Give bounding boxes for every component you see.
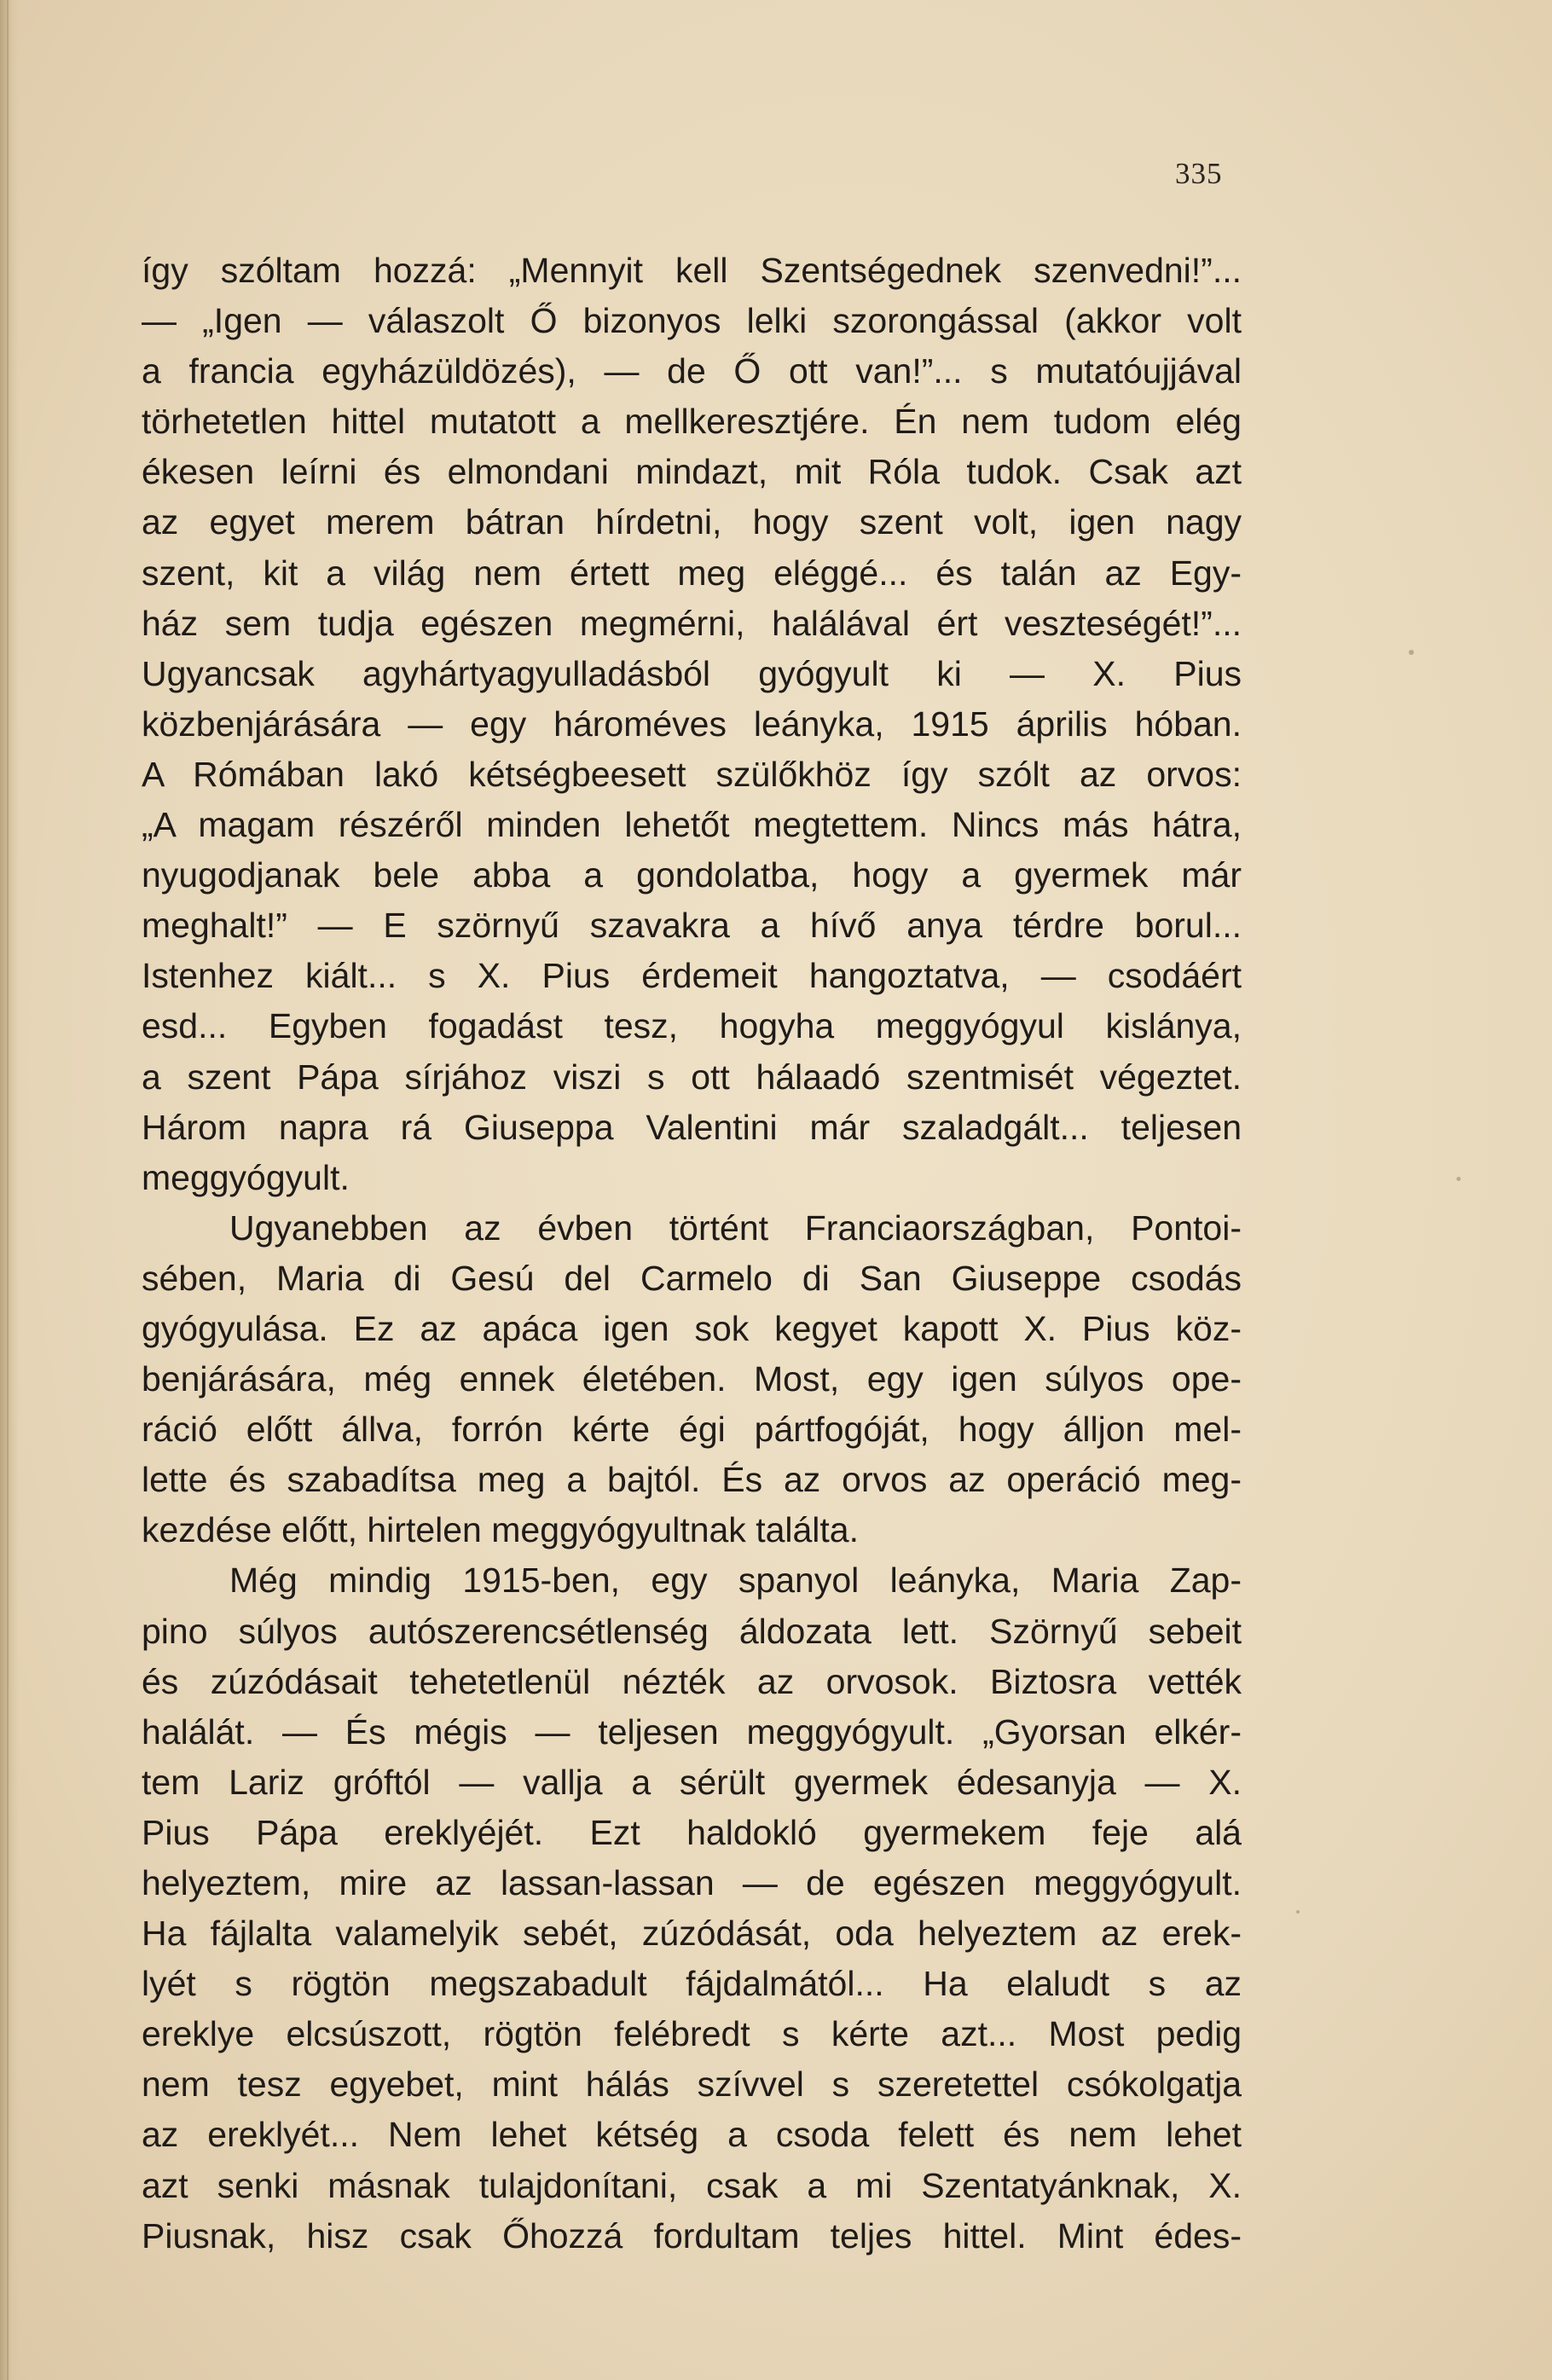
text-line: — „Igen — válaszolt Ő bizonyos lelki szorongással (akkor volt	[142, 301, 1242, 341]
text-line: ház sem tudja egészen megmérni, halálával ért veszteségét!”...	[142, 603, 1242, 643]
text-line: nyugodjanak bele abba a gondolatba, hogy a gyermek már	[142, 855, 1242, 895]
text-line: „A magam részéről minden lehetőt megtettem. Nincs más hátra,	[142, 805, 1242, 845]
text-line: azt senki másnak tulajdonítani, csak a mi Szentatyánknak, X.	[142, 2165, 1242, 2205]
spine-edge	[7, 0, 9, 2380]
text-line: tem Lariz gróftól — vallja a sérült gyermek édesanyja — X.	[142, 1762, 1242, 1802]
text-line: az ereklyét... Nem lehet kétség a csoda felett és nem lehet	[142, 2115, 1242, 2155]
text-line: pino súlyos autószerencsétlenség áldozata lett. Szörnyű sebeit	[142, 1611, 1242, 1651]
text-line: törhetetlen hittel mutatott a mellkeresztjére. Én nem tudom elég	[142, 402, 1242, 442]
text-line: meghalt!” — E szörnyű szavakra a hívő anya térdre borul...	[142, 906, 1242, 946]
text-line: A Rómában lakó kétségbeesett szülőkhöz így szólt az orvos:	[142, 754, 1242, 794]
text-line: nem tesz egyebet, mint hálás szívvel s szeretettel csókolgatja	[142, 2064, 1242, 2105]
paragraph-start-line: Még mindig 1915-ben, egy spanyol leányka, Maria Zap-	[229, 1561, 1242, 1601]
text-line: így szóltam hozzá: „Mennyit kell Szentségednek szenvedni!”...	[142, 251, 1242, 290]
paragraph-start-line: Ugyanebben az évben történt Franciaországban, Pontoi-	[229, 1207, 1242, 1248]
text-line: ereklye elcsúszott, rögtön felébredt s kérte azt... Most pedig	[142, 2014, 1242, 2054]
text-line: közbenjárására — egy hároméves leányka, 1915 április hóban.	[142, 704, 1242, 744]
text-line: esd... Egyben fogadást tesz, hogyha meggyógyul kislánya,	[142, 1006, 1242, 1046]
text-line: Három napra rá Giuseppa Valentini már szaladgált... teljesen	[142, 1107, 1242, 1147]
text-line: lyét s rögtön megszabadult fájdalmától... Ha elaludt s az	[142, 1964, 1242, 2004]
text-line: szent, kit a világ nem értett meg eléggé... és talán az Egy-	[142, 553, 1242, 593]
paper-speck	[1296, 1910, 1300, 1914]
text-line: Piusnak, hisz csak Őhozzá fordultam teljes hittel. Mint édes-	[142, 2215, 1242, 2255]
text-line: lette és szabadítsa meg a bajtól. És az orvos az operáció meg-	[142, 1460, 1242, 1500]
text-line: a szent Pápa sírjához viszi s ott hálaadó szentmisét végeztet.	[142, 1057, 1242, 1097]
text-line: benjárására, még ennek életében. Most, egy igen súlyos ope-	[142, 1359, 1242, 1399]
text-line: halálát. — És mégis — teljesen meggyógyult. „Gyorsan elkér-	[142, 1711, 1242, 1752]
text-line: sében, Maria di Gesú del Carmelo di San Giuseppe csodás	[142, 1258, 1242, 1298]
text-line: Ha fájlalta valamelyik sebét, zúzódását, oda helyeztem az erek-	[142, 1914, 1242, 1954]
spine-shadow	[0, 0, 19, 2380]
paper-speck	[1456, 1177, 1461, 1181]
page-number: 335	[1175, 157, 1223, 190]
text-line: Istenhez kiált... s X. Pius érdemeit hangoztatva, — csodáért	[142, 956, 1242, 996]
body-text	[142, 246, 1242, 2261]
text-line: az egyet merem bátran hírdetni, hogy szent volt, igen nagy	[142, 502, 1242, 542]
text-line: kezdése előtt, hirtelen meggyógyultnak találta.	[142, 1510, 860, 1550]
paper-speck	[1409, 650, 1414, 655]
text-line: meggyógyult.	[142, 1157, 350, 1197]
text-line: gyógyulása. Ez az apáca igen sok kegyet kapott X. Pius köz-	[142, 1308, 1242, 1348]
text-line: és zúzódásait tehetetlenül nézték az orvosok. Biztosra vették	[142, 1661, 1242, 1701]
text-line: a francia egyházüldözés), — de Ő ott van!”... s mutatóujjával	[142, 351, 1242, 391]
text-line: Ugyancsak agyhártyagyulladásból gyógyult ki — X. Pius	[142, 653, 1242, 693]
text-line: helyeztem, mire az lassan-lassan — de egészen meggyógyult.	[142, 1863, 1242, 1902]
text-line: Pius Pápa ereklyéjét. Ezt haldokló gyermekem feje alá	[142, 1812, 1242, 1852]
text-line: ráció előtt állva, forrón kérte égi pártfogóját, hogy álljon mel-	[142, 1410, 1242, 1450]
text-line: ékesen leírni és elmondani mindazt, mit Róla tudok. Csak azt	[142, 452, 1242, 492]
